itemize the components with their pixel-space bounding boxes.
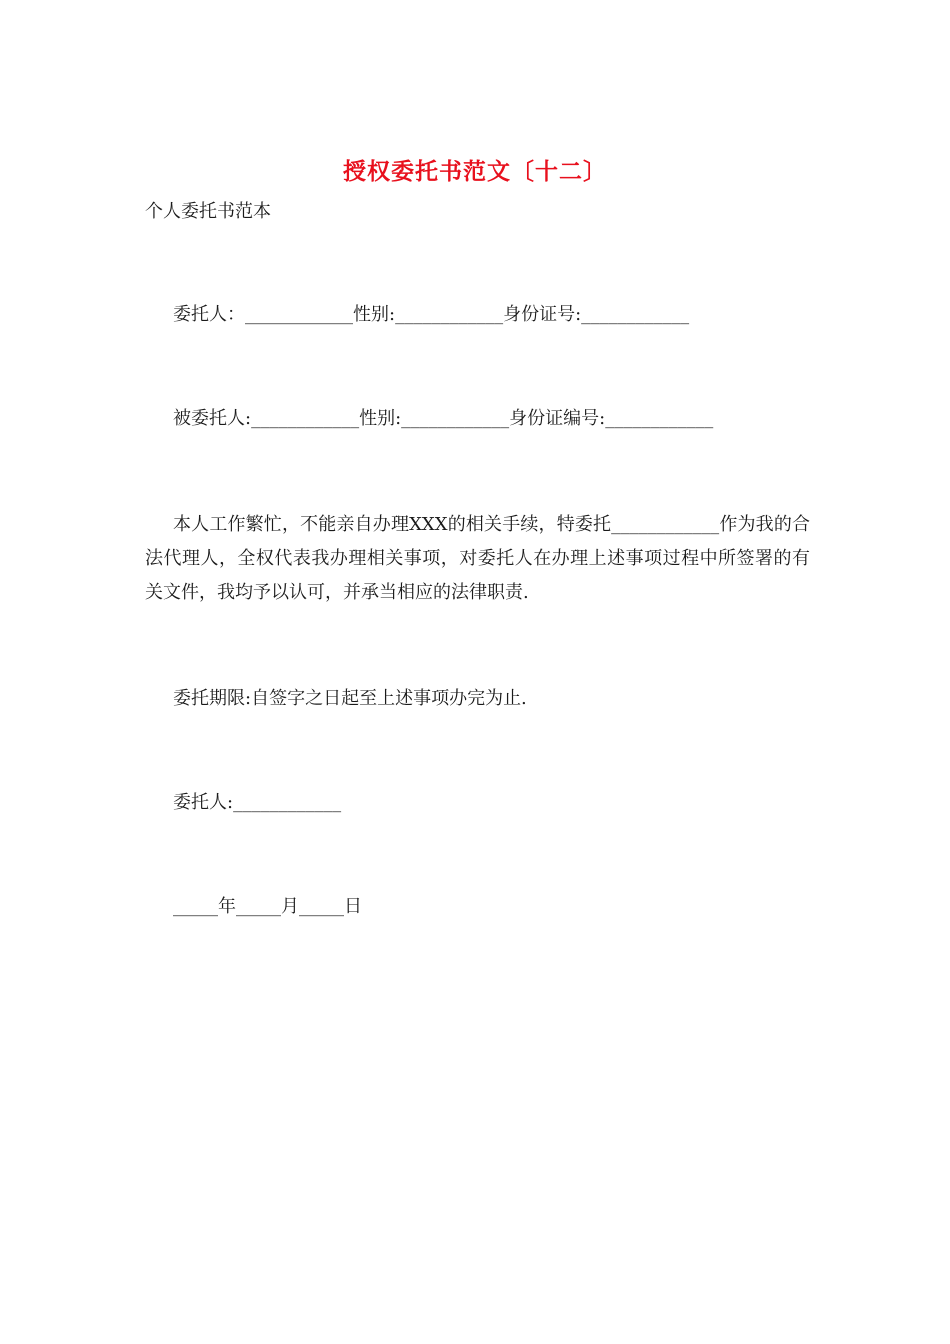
signature-line: 委托人:____________ bbox=[173, 792, 342, 813]
principal-info-line: 委托人：____________性别:____________身份证号:____________ bbox=[173, 304, 690, 325]
authorization-paragraph: 本人工作繁忙，不能亲自办理XXX的相关手续，特委托____________作为我的合法代理人，全权代表我办理相关事项，对委托人在办理上述事项过程中所签署的有关文件，我均予以认可，并承当相应的法律职责. bbox=[145, 514, 810, 603]
date-line: _____年_____月_____日 bbox=[173, 896, 362, 917]
document-subtitle: 个人委托书范本 bbox=[145, 201, 271, 222]
term-line: 委托期限:自签字之日起至上述事项办完为止. bbox=[173, 688, 527, 709]
document-title: 授权委托书范文〔十二〕 bbox=[343, 158, 607, 185]
agent-info-line: 被委托人:____________性别:____________身份证编号:____________ bbox=[173, 408, 714, 429]
